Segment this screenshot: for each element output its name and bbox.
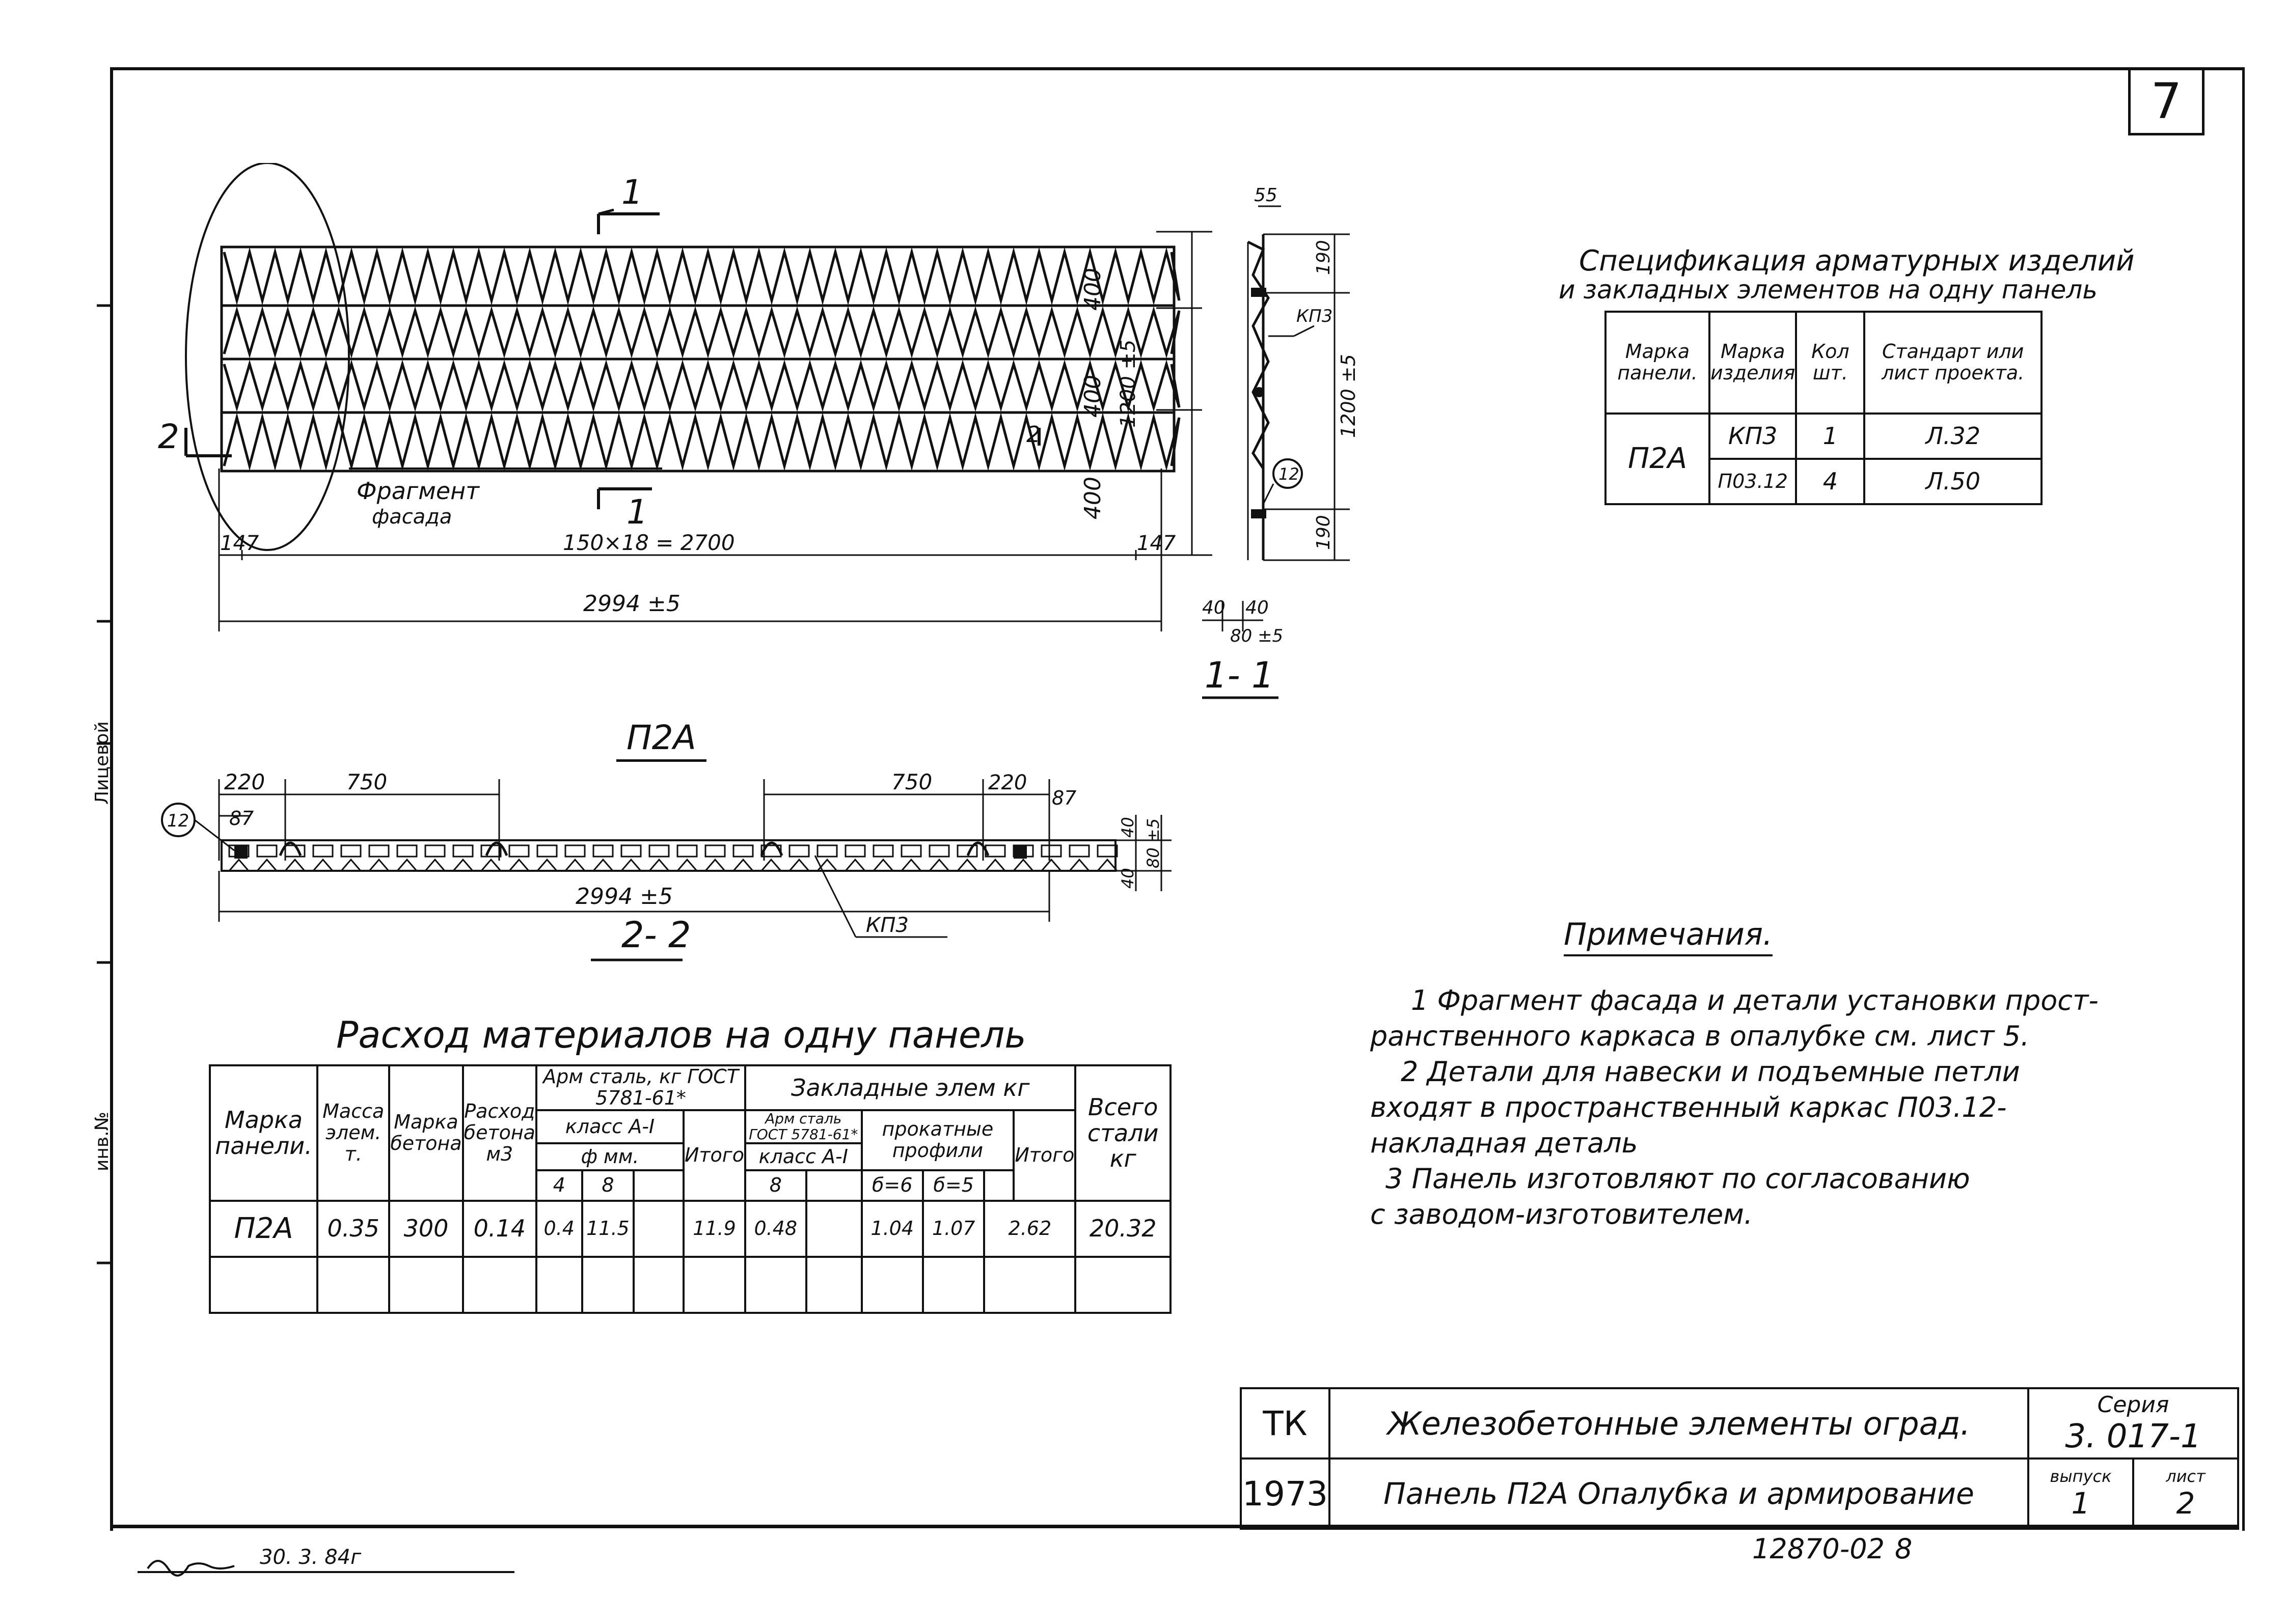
- tb-title-2: Панель П2А Опалубка и армирование: [1329, 1458, 2028, 1529]
- plan-tooth: [425, 845, 445, 857]
- tb-tk: ТК: [1241, 1388, 1329, 1458]
- plan-tooth-line: [846, 860, 865, 871]
- plan-tooth-line: [902, 860, 921, 871]
- plan-tooth-line: [537, 860, 557, 871]
- dim-147-right: 147: [1137, 532, 1176, 555]
- mat-h-class2: класс А-I: [745, 1143, 861, 1170]
- plan-tooth: [453, 845, 473, 857]
- plan-tooth: [649, 845, 669, 857]
- mat-h-delta6: б=6: [862, 1170, 923, 1201]
- note-line-7: с заводом-изготовителем.: [1370, 1198, 1753, 1230]
- plan-tooth: [818, 845, 837, 857]
- mat-phi4: 0.4: [536, 1201, 582, 1257]
- dim-40-top: 40: [1118, 817, 1137, 838]
- mat-mass: 0.35: [317, 1201, 389, 1257]
- mat-h-class: класс А-I: [536, 1110, 684, 1144]
- plan-tooth: [341, 845, 361, 857]
- dim-40a: 40: [1202, 597, 1226, 618]
- plan-tooth-line: [761, 860, 781, 871]
- spec-h-ref: Стандарт или лист проекта.: [1864, 312, 2042, 414]
- plan-tooth-line: [313, 860, 333, 871]
- sheet-number: 7: [2151, 73, 2182, 130]
- plan-tooth-line: [958, 860, 977, 871]
- mat-h-embedded: Закладные элем кг: [745, 1065, 1075, 1110]
- tb-sheet: 2: [2176, 1486, 2195, 1521]
- plan-tooth-line: [733, 860, 753, 871]
- plan-tooth: [902, 845, 921, 857]
- dim-1200: 1200 ±5: [1117, 339, 1140, 428]
- section-2-2-view: [153, 759, 1202, 973]
- spec-h-panel: Марка панели.: [1605, 312, 1709, 414]
- spec-qty-1: 1: [1796, 414, 1864, 459]
- dim-400-bottom: 400: [1080, 477, 1106, 519]
- spec-h-qty: Кол шт.: [1796, 312, 1864, 414]
- fragment-circle: [186, 163, 349, 550]
- plan-tooth-line: [705, 860, 725, 871]
- mat-h-phi8: 8: [582, 1170, 634, 1201]
- title-block: [1240, 1387, 2239, 1528]
- mat-h-mark: Марка панели.: [210, 1065, 317, 1201]
- plan-tooth-line: [874, 860, 893, 871]
- plan-tooth-line: [481, 860, 501, 871]
- dim-220-left: 220: [224, 769, 265, 794]
- plan-tooth-line: [930, 860, 949, 871]
- plan-tooth: [397, 845, 417, 857]
- zigzag-row: [224, 311, 1179, 354]
- dim-400-mid: 400: [1080, 375, 1106, 418]
- plan-tooth: [790, 845, 809, 857]
- plan-tooth: [1070, 845, 1089, 857]
- mat-h-steel: Арм сталь, кг ГОСТ 5781-61*: [536, 1065, 745, 1110]
- dim-40b: 40: [1245, 597, 1269, 618]
- dim-2994-plan: 2994 ±5: [576, 884, 673, 910]
- plan-tooth: [677, 845, 697, 857]
- dim-55: 55: [1254, 185, 1277, 206]
- tb-issue-label: выпуск: [2050, 1467, 2112, 1486]
- spec-title-2: и закладных элементов на одну панель: [1559, 275, 2098, 305]
- tb-series: 3. 017-1: [2065, 1417, 2201, 1455]
- mat-phi8: 11.5: [582, 1201, 634, 1257]
- mat-h-all: Всего стали кг: [1075, 1065, 1171, 1201]
- plan-tooth: [537, 845, 557, 857]
- section-1-1-view: [1182, 183, 1385, 718]
- section-2-mark-left: 2: [158, 417, 179, 456]
- plan-tooth: [930, 845, 949, 857]
- spec-item-2: П03.12: [1709, 459, 1796, 504]
- spec-ref-1: Л.32: [1864, 414, 2042, 459]
- plan-tooth-line: [453, 860, 473, 871]
- spec-h-item: Марка изделия: [1709, 312, 1796, 414]
- mat-total-steel: 11.9: [684, 1201, 745, 1257]
- mat-h-phi4: 4: [536, 1170, 582, 1201]
- plan-tooth-line: [285, 860, 305, 871]
- note-line-1: 1 Фрагмент фасада и детали установки прост-: [1411, 984, 2099, 1016]
- tb-year: 1973: [1241, 1458, 1329, 1529]
- plan-tooth-line: [790, 860, 809, 871]
- kp3-label-plan: КП3: [866, 914, 909, 937]
- pos12-label-plan: 12: [167, 811, 189, 831]
- section-2-mark-right: 2: [1026, 422, 1041, 448]
- plan-tooth: [313, 845, 333, 857]
- plan-tooth: [874, 845, 893, 857]
- plan-tooth: [593, 845, 613, 857]
- note-line-4: входят в пространственный каркас П03.12-: [1370, 1091, 2007, 1123]
- plan-tooth: [733, 845, 753, 857]
- plan-tooth-line: [341, 860, 361, 871]
- signature-date: 30. 3. 84г: [260, 1546, 362, 1569]
- mat-delta5: 1.07: [923, 1201, 984, 1257]
- mat-h-rolled: прокатные профили: [862, 1110, 1014, 1170]
- section-mark-bottom: 1: [627, 492, 648, 532]
- section-mark-top: 1: [621, 173, 643, 212]
- plan-tooth-line: [229, 860, 249, 871]
- dim-80: 80 ±5: [1230, 626, 1284, 646]
- spec-title-1: Спецификация арматурных изделий: [1579, 244, 2135, 278]
- plan-tooth: [509, 845, 529, 857]
- spec-qty-2: 4: [1796, 459, 1864, 504]
- mat-h-emb-gost: Арм сталь ГОСТ 5781-61*: [745, 1110, 861, 1144]
- signature: [143, 1548, 244, 1579]
- mat-grade: 300: [389, 1201, 462, 1257]
- spec-item-1: КП3: [1709, 414, 1796, 459]
- dim-147-left: 147: [220, 532, 259, 555]
- mat-all: 20.32: [1075, 1201, 1171, 1257]
- plan-tooth: [621, 845, 641, 857]
- plan-tooth-line: [1042, 860, 1061, 871]
- dim-190-top: 190: [1313, 240, 1334, 275]
- section-1-1-title: 1- 1: [1205, 654, 1274, 696]
- dim-750-right: 750: [891, 769, 933, 794]
- left-margin-marks: [87, 285, 117, 1406]
- dim-80-plan: 80 ±5: [1144, 818, 1163, 868]
- mat-h-delta5: б=5: [923, 1170, 984, 1201]
- note-line-3: 2 Детали для навески и подъемные петли: [1401, 1056, 2020, 1088]
- mat-volume: 0.14: [463, 1201, 536, 1257]
- panel-front-view: [143, 163, 1212, 774]
- panel-name-title: П2А: [616, 718, 706, 762]
- plan-tooth: [369, 845, 389, 857]
- dim-190-bottom: 190: [1313, 515, 1334, 550]
- plan-tooth: [705, 845, 725, 857]
- note-line-5: накладная деталь: [1370, 1127, 1638, 1159]
- spec-panel: П2А: [1605, 414, 1709, 504]
- mat-h-phi: ф мм.: [536, 1143, 684, 1170]
- materials-table: [209, 1064, 1172, 1314]
- section-2-2-title: 2- 2: [621, 914, 691, 956]
- plan-tooth-line: [369, 860, 389, 871]
- plan-tooth: [257, 845, 277, 857]
- spec-table: [1604, 311, 2043, 505]
- footer-code: 12870-02: [1752, 1533, 1885, 1565]
- plan-tooth-line: [397, 860, 417, 871]
- pos12-label-side: 12: [1278, 464, 1299, 484]
- dim-2994: 2994 ±5: [583, 591, 681, 617]
- fragment-label-2: фасада: [372, 505, 452, 529]
- mat-emb-phi8: 0.48: [745, 1201, 806, 1257]
- plan-tooth: [565, 845, 585, 857]
- dim-87-left: 87: [229, 807, 254, 830]
- mat-delta6: 1.04: [862, 1201, 923, 1257]
- plan-tooth-line: [1098, 860, 1117, 871]
- spec-ref-2: Л.50: [1864, 459, 2042, 504]
- fragment-label-1: Фрагмент: [357, 477, 480, 505]
- plan-tooth-line: [621, 860, 641, 871]
- zigzag-row: [224, 252, 1179, 300]
- plan-tooth-line: [986, 860, 1005, 871]
- dim-87-right: 87: [1052, 787, 1077, 809]
- mat-h-volume: Расход бетона м3: [463, 1065, 536, 1201]
- plan-tooth-line: [1014, 860, 1033, 871]
- plan-tooth-line: [565, 860, 585, 871]
- tb-issue: 1: [2071, 1486, 2090, 1521]
- mat-mark: П2А: [210, 1201, 317, 1257]
- plan-tooth: [846, 845, 865, 857]
- plan-tooth: [1098, 845, 1117, 857]
- dim-750-left: 750: [346, 769, 388, 794]
- plan-tooth-line: [257, 860, 277, 871]
- dim-1200-side: 1200 ±5: [1337, 354, 1359, 438]
- tb-series-label: Серия: [2097, 1391, 2169, 1418]
- zigzag-row: [224, 364, 1179, 407]
- plan-tooth-line: [509, 860, 529, 871]
- materials-title: Расход материалов на одну панель: [336, 1013, 1026, 1056]
- plan-tooth-line: [593, 860, 613, 871]
- tb-title-1: Железобетонные элементы оград.: [1329, 1388, 2028, 1458]
- dim-2700: 150×18 = 2700: [563, 530, 735, 555]
- footer-page: 8: [1895, 1533, 1913, 1565]
- mat-h-total-steel: Итого: [684, 1110, 745, 1201]
- mat-h-emb-phi8: 8: [745, 1170, 806, 1201]
- plan-tooth-line: [425, 860, 445, 871]
- tb-sheet-label: лист: [2166, 1467, 2206, 1486]
- dim-400-top: 400: [1080, 268, 1106, 311]
- plan-tooth-line: [649, 860, 669, 871]
- mat-total-emb: 2.62: [984, 1201, 1075, 1257]
- plan-tooth-line: [677, 860, 697, 871]
- dim-220-right: 220: [988, 771, 1027, 794]
- notes-body: [1370, 983, 2099, 1232]
- note-line-2: ранственного каркаса в опалубке см. лист 5.: [1370, 1020, 2030, 1052]
- plan-tooth-line: [1070, 860, 1089, 871]
- kp3-label-side: КП3: [1296, 306, 1333, 326]
- mat-h-grade: Марка бетона: [389, 1065, 462, 1201]
- margin-stamp-2: инв.№: [92, 1111, 113, 1171]
- sheet-number-box: [2128, 67, 2205, 135]
- note-line-6: 3 Панель изготовляют по согласованию: [1385, 1163, 1970, 1195]
- mat-h-mass: Масса элем. т.: [317, 1065, 389, 1201]
- mat-h-total-emb: Итого: [1014, 1110, 1075, 1201]
- notes-title: Примечания.: [1564, 917, 1773, 956]
- dim-40-bottom: 40: [1118, 868, 1137, 889]
- margin-stamp-1: Лицевой: [92, 721, 113, 805]
- plan-tooth: [1042, 845, 1061, 857]
